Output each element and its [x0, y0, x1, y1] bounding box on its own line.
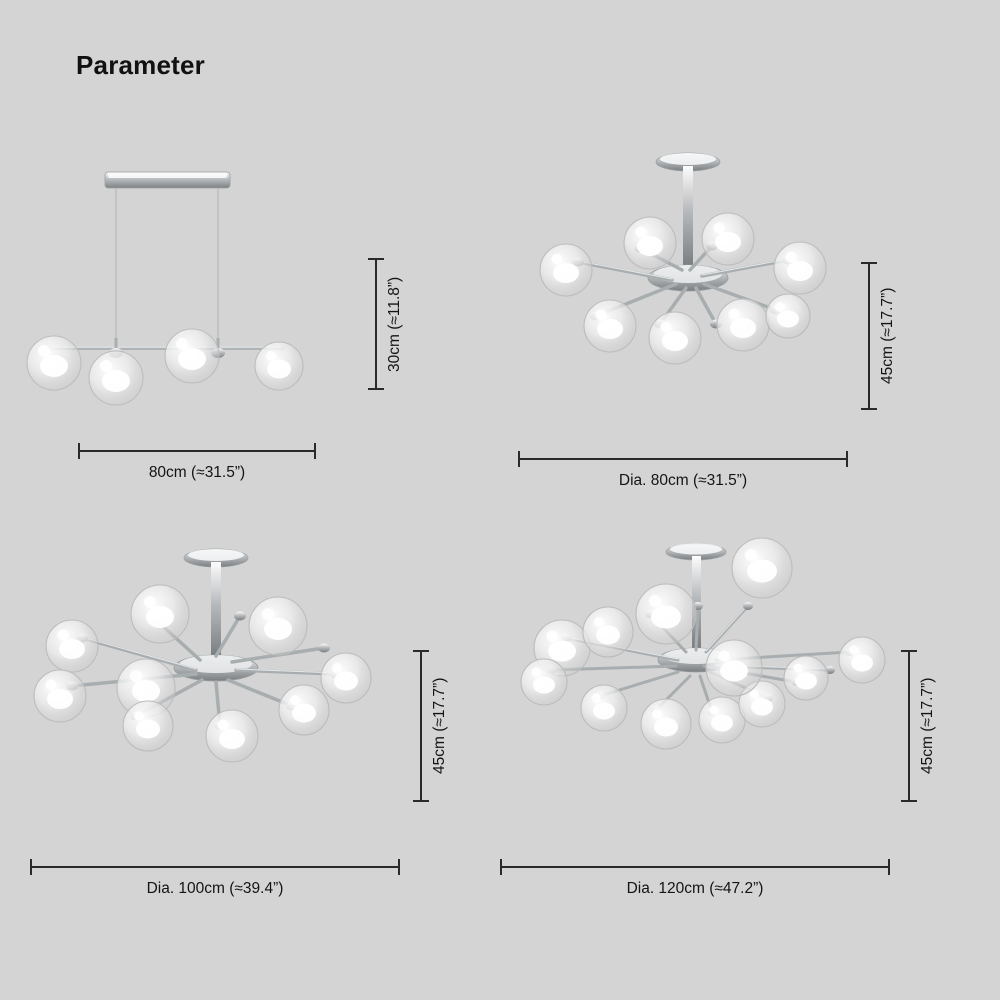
height-dimension-line — [420, 650, 422, 802]
spec-item-round-100 — [20, 510, 500, 910]
fixture-illustration-round-100 — [20, 510, 420, 840]
width-dimension-label: Dia. 80cm (≈31.5”) — [618, 472, 748, 489]
page-title: Parameter — [76, 50, 205, 80]
width-dimension-label: Dia. 100cm (≈39.4”) — [146, 880, 284, 897]
fixture-illustration-round-120 — [500, 510, 900, 840]
height-dimension-label: 45cm (≈17.7”) — [919, 677, 936, 775]
spec-item-round-120 — [500, 510, 980, 910]
fixture-illustration-linear-80 — [20, 110, 420, 440]
height-dimension-line — [868, 262, 870, 410]
spec-item-round-80 — [500, 110, 980, 510]
width-dimension-label: Dia. 120cm (≈47.2”) — [626, 880, 764, 897]
height-dimension-label: 30cm (≈11.8”) — [386, 276, 403, 372]
spec-grid — [0, 110, 1000, 910]
width-dimension-line — [30, 866, 400, 868]
height-dimension-label: 45cm (≈17.7”) — [879, 287, 896, 385]
width-dimension-label: 80cm (≈31.5”) — [148, 464, 246, 481]
height-dimension-line — [908, 650, 910, 802]
spec-item-linear-80 — [20, 110, 500, 510]
height-dimension-line — [375, 258, 377, 390]
fixture-illustration-round-80 — [500, 110, 900, 440]
height-dimension-label: 45cm (≈17.7”) — [431, 677, 448, 775]
width-dimension-line — [518, 458, 848, 460]
width-dimension-line — [500, 866, 890, 868]
width-dimension-line — [78, 450, 316, 452]
